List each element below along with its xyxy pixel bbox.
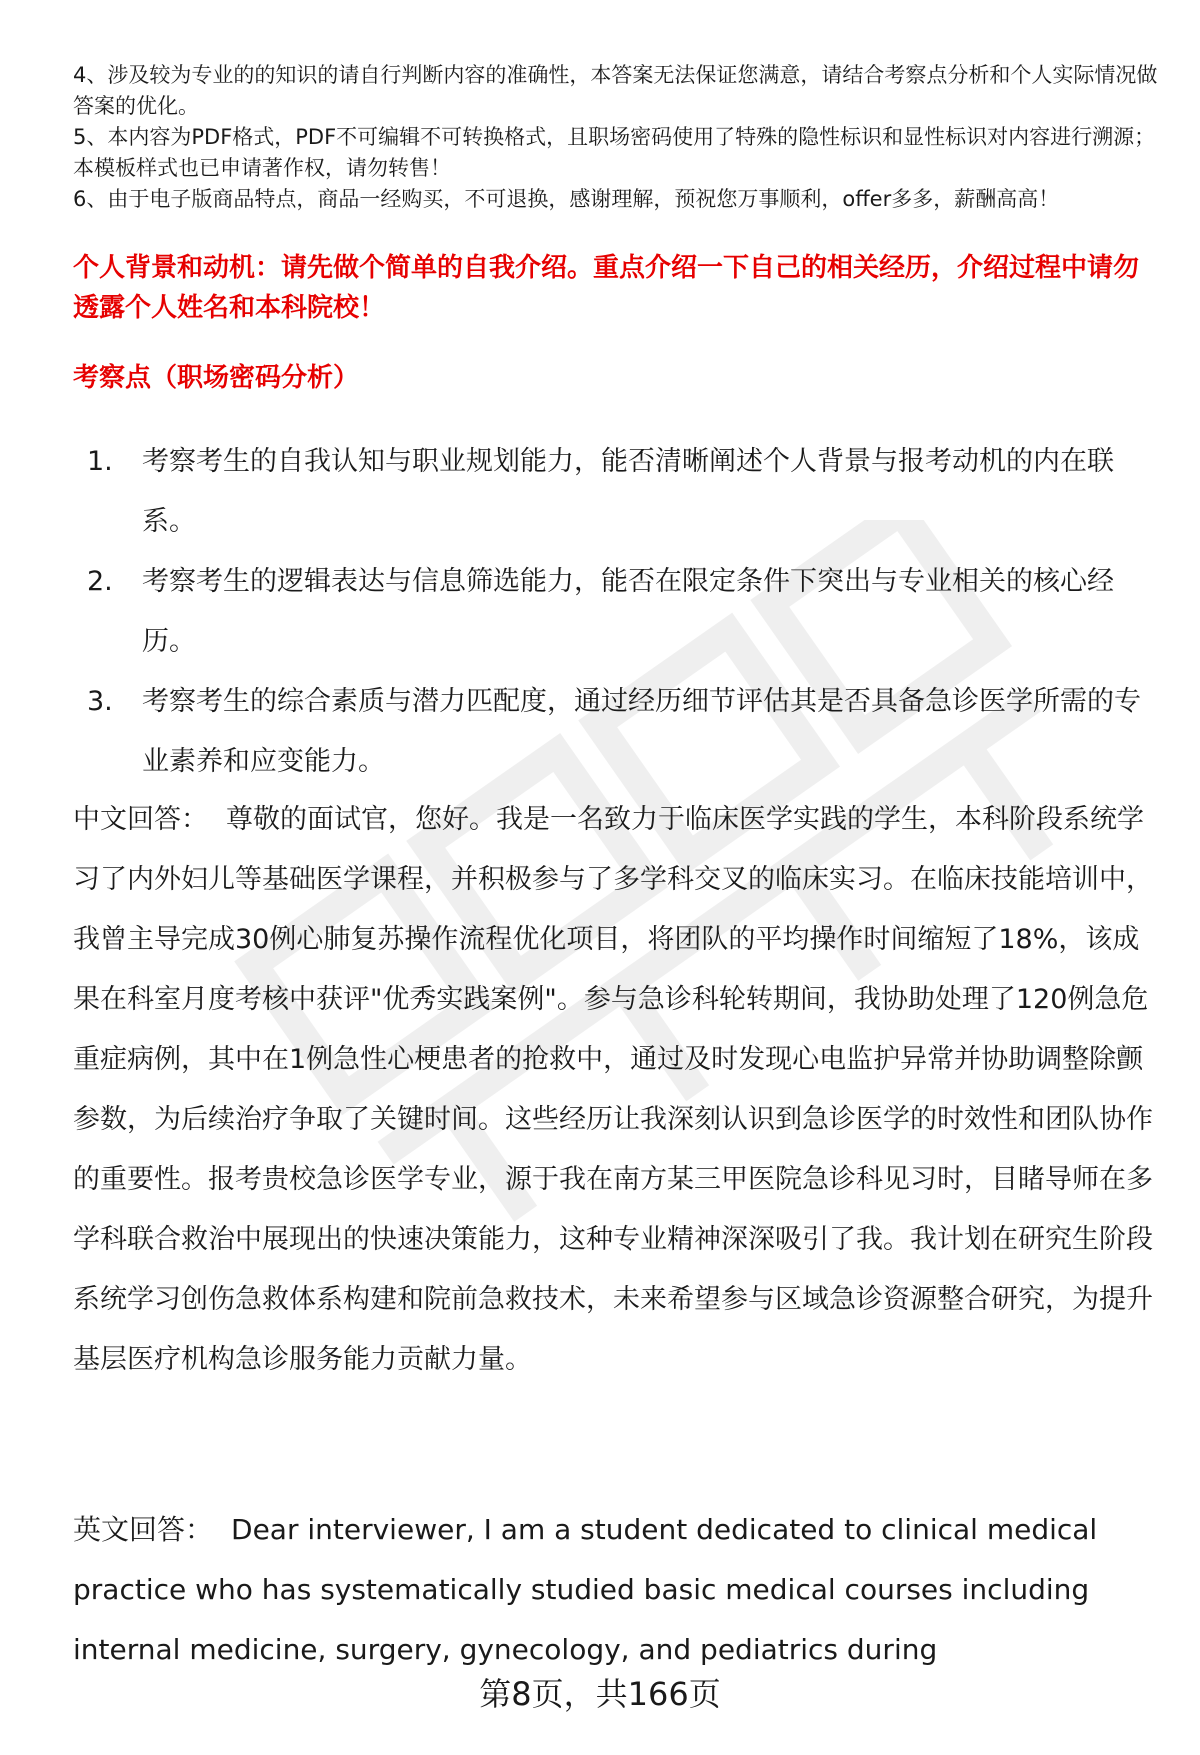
point-text: 考察考生的综合素质与潜力匹配度，通过经历细节评估其是否具备急诊医学所需的专业素养和应变能力。 <box>142 686 1141 777</box>
english-answer-text: Dear interviewer, I am a student dedicated to clinical medical practice who has systematically studied basic medical courses including internal medicine, surgery, gynecology, and pediatrics during <box>73 1513 1098 1666</box>
note-item: 4、涉及较为专业的的知识的请自行判断内容的准确性，本答案无法保证您满意，请结合考察点分析和个人实际情况做答案的优化。 <box>73 63 1158 118</box>
chinese-answer-text: 尊敬的面试官，您好。我是一名致力于临床医学实践的学生，本科阶段系统学习了内外妇儿等基础医学课程，并积极参与了多学科交叉的临床实习。在临床技能培训中，我曾主导完成30例心肺复苏操作流程优化项目，将团队的平均操作时间缩短了18%，该成果在科室月度考核中获评"优秀实践案例"。参与急诊科轮转期间，我协助处理了120例急危重症病例，其中在1例急性心梗患者的抢救中，通过及时发现心电监护异常并协助调整除颤参数，为后续治疗争取了关键时间。这些经历让我深刻认识到急诊医学的时效性和团队协作的重要性。报考贵校急诊医学专业，源于我在南方某三甲医院急诊科见习时，目睹导师在多学科联合救治中展现出的快速决策能力，这种专业精神深深吸引了我。我计划在研究生阶段系统学习创伤急救体系构建和院前急救技术，未来希望参与区域急诊资源整合研究，为提升基层医疗机构急诊服务能力贡献力量。 <box>73 804 1153 1375</box>
note-item: 6、由于电子版商品特点，商品一经购买，不可退换，感谢理解，预祝您万事顺利，offer多多，薪酬高高！ <box>73 187 1060 211</box>
point-text: 考察考生的自我认知与职业规划能力，能否清晰阐述个人背景与报考动机的内在联系。 <box>142 446 1114 537</box>
analysis-points-list <box>73 432 1153 792</box>
english-answer-label: 英文回答： <box>73 1513 214 1546</box>
question-heading: 个人背景和动机：请先做个简单的自我介绍。重点介绍一下自己的相关经历，介绍过程中请勿透露个人姓名和本科院校！ <box>73 253 1140 323</box>
page-footer: 第8页，共166页 <box>479 1675 721 1713</box>
chinese-answer <box>73 790 1163 1390</box>
point-number: 3. <box>87 686 113 717</box>
analysis-point <box>73 432 1153 552</box>
analysis-heading: 考察点（职场密码分析） <box>73 363 360 393</box>
analysis-point <box>73 552 1153 672</box>
point-number: 2. <box>87 566 113 597</box>
notes-section <box>73 60 1173 215</box>
point-number: 1. <box>87 446 113 477</box>
point-text: 考察考生的逻辑表达与信息筛选能力，能否在限定条件下突出与专业相关的核心经历。 <box>142 566 1114 657</box>
note-item: 5、本内容为PDF格式，PDF不可编辑不可转换格式，且职场密码使用了特殊的隐性标识和显性标识对内容进行溯源；本模板样式也已申请著作权，请勿转售！ <box>73 125 1156 180</box>
english-answer <box>73 1500 1163 1680</box>
chinese-answer-label: 中文回答： <box>73 804 208 835</box>
analysis-point <box>73 672 1153 792</box>
